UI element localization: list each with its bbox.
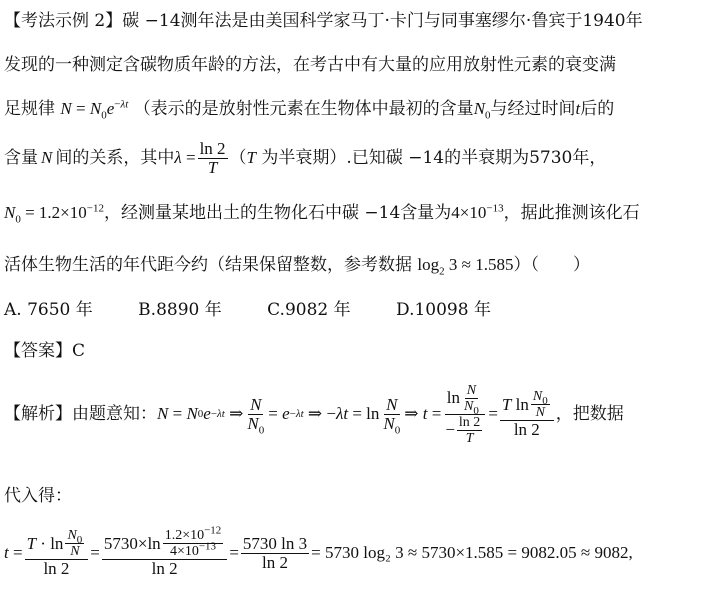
measured-content: $4\times 10^{-13}$ [451, 202, 504, 222]
question-line-4: 含量 N 间的关系，其中 λ = $\frac{\ln 2}{T}$ （ T 为半衰期）.已知碳 −14的半衰期为5730年， [4, 138, 607, 177]
final-result: = 5730 log₂ 3 ≈ 5730×1.585 = 9082.05 ≈ 9082, [311, 543, 633, 562]
decay-formula: $N = N_0e^{-\lambda t}$ [60, 98, 129, 122]
question-text: −14测年法是由美国科学家马丁·卡门与同事塞缪尔·鲁宾于1940年 [139, 11, 643, 31]
answer-value: C [72, 341, 86, 361]
analysis-label: 【解析】 [4, 404, 72, 424]
lambda-formula: λ = $\frac{\ln 2}{T}$ [174, 138, 226, 177]
option-b[interactable]: B.8890 年 [138, 300, 222, 320]
derivation-formula: N = N 0 e −λt ⇒ $\frac{N}{N_0}$ = e −λt ⇒ − λt = ln $\frac{N}{N_0}$ ⇒ t = ln $\frac{N}{N_0}$ − $\frac{\ln 2}{T}$ = T ln $\frac{N_0}{N}$ ln 2 [157, 383, 556, 446]
question-line-3: 足规律 $N = N_0e^{-\lambda t}$ （表示的是放射性元素在生物体中最初的含量$N_0$与经过时间t后的 [4, 98, 615, 122]
question-line-5: $N_0 = 1.2\times 10^{-12}$，经测量某地出土的生物化石中碳 −14含量为$4\times 10^{-13}$，据此推测该化石 [4, 202, 640, 226]
question-line-1 [4, 10, 643, 32]
option-c[interactable]: C.9082 年 [267, 300, 351, 320]
example-bracket-close: 】 [105, 11, 123, 31]
question-text: 碳 [122, 11, 140, 31]
analysis-line: 【解析】 由题意知： N = N 0 e −λt ⇒ $\frac{N}{N_0}$ = e −λt ⇒ − λt = ln $\frac{N}{N_0}$ ⇒ t = ln $\frac{N}{N_0}$ − $\frac{\ln 2}{T}$ = T ln $\frac{N_0}{N}$ ln 2 ，把数据 [4, 382, 624, 446]
question-line-2: 发现的一种测定含碳物质年龄的方法，在考古中有大量的应用放射性元素的衰变满 [4, 55, 616, 75]
question-line-6: 活体生物生活的年代距今约（结果保留整数，参考数据 $\log_2 3 \approx 1.585$）（ ） [4, 255, 590, 278]
example-bracket-open: 【 [4, 11, 21, 31]
options-row [4, 299, 531, 321]
option-d[interactable]: D.10098 年 [396, 300, 491, 320]
answer-line [4, 340, 85, 362]
answer-label: 【答案】 [4, 341, 72, 361]
example-label: 考法示例 2 [21, 11, 106, 31]
initial-content: $N_0 = 1.2\times 10^{-12}$ [4, 202, 104, 226]
reference-data: $\log_2 3 \approx 1.585$ [417, 255, 514, 278]
n0-symbol: $N_0$ [473, 99, 491, 122]
t-symbol: t [575, 99, 581, 118]
substitute-line: 代入得： [4, 486, 72, 506]
option-a[interactable]: A. 7650 年 [4, 300, 93, 320]
final-computation: t = T · ln $\frac{N_0}{N}$ ln 2 = 5730×ln $\frac{1.2\times 10^{-12}}{4\times 10^{-13}}$ ln 2 = $\frac{5730 \ln 3}{\ln 2}$ = 5730 log₂ 3 ≈ 5730×1.585 = 9082.05 ≈ 9082, [4, 524, 633, 578]
